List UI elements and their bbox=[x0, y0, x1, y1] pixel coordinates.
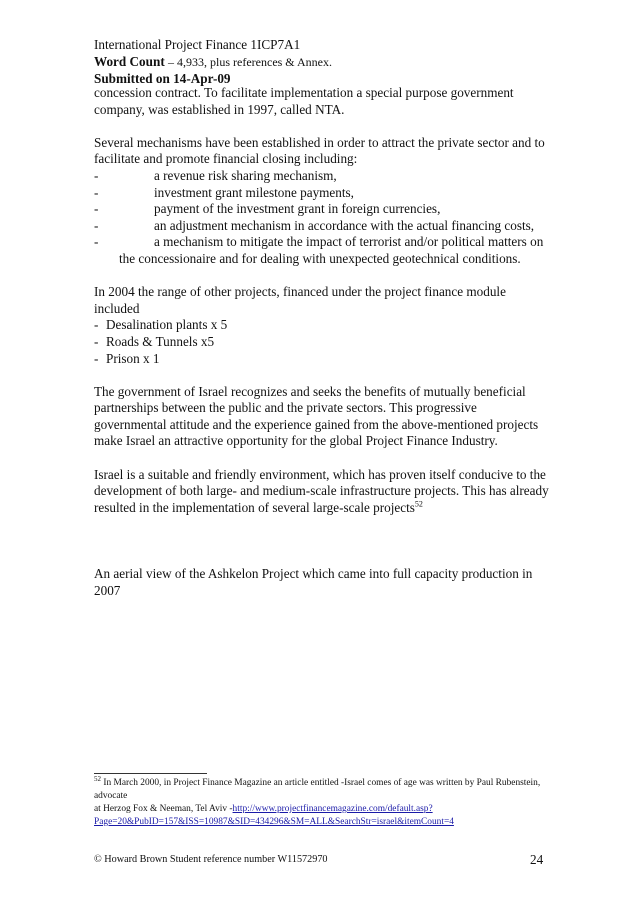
course-title: International Project Finance 1ICP7A1 bbox=[94, 37, 301, 52]
word-count-value: – 4,933, plus references & Annex. bbox=[168, 54, 332, 69]
paragraph-projects-intro: In 2004 the range of other projects, financed under the project finance module included bbox=[94, 284, 506, 316]
footnote: $^{52}$ In March 2000, in Project Finance Magazine an article entitled -Israel comes of age was written by Paul Rubenstein, advocate at Herzog Fox & Neeman, Tel Aviv -http://www.projectfinancemagazine.com/default.asp? Page=20&PubID=157&ISS=10987&SID=434296&SM=ALL&SearchStr=israel&itemCount=4 bbox=[94, 774, 541, 827]
projects-list bbox=[94, 317, 549, 367]
list-item: - payment of the investment grant in foreign currencies, bbox=[94, 201, 441, 217]
footnote-link-continued[interactable]: Page=20&PubID=157&ISS=10987&SID=434296&SM=ALL&SearchStr=israel&itemCount=4 bbox=[94, 817, 454, 827]
list-item: - Desalination plants x 5 bbox=[94, 317, 228, 333]
footnote-link[interactable]: http://www.projectfinancemagazine.com/default.asp? bbox=[232, 804, 433, 814]
paragraph-concession: concession contract. To facilitate implementation a special purpose government company, was established in 1997, called NTA. bbox=[94, 85, 514, 117]
footnote-separator bbox=[94, 773, 207, 774]
footer-copyright: © Howard Brown Student reference number W11572970 bbox=[94, 854, 328, 865]
document-body bbox=[94, 85, 549, 599]
list-item: - an adjustment mechanism in accordance with the actual financing costs, bbox=[94, 217, 535, 233]
paragraph-government: The government of Israel recognizes and seeks the benefits of mutually beneficial partnerships between the public and the private sectors. This progressive governmental attitude and the experience gained from the above-mentioned projects make Israel an attractive opportunity for the global Project Finance Industry. bbox=[94, 383, 539, 449]
page-header bbox=[94, 37, 554, 87]
list-item: - Roads & Tunnels x5 bbox=[94, 333, 215, 349]
mechanisms-list bbox=[94, 168, 549, 268]
paragraph-mechanisms-intro: Several mechanisms have been established in order to attract the private sector and to facilitate and promote financial closing including: bbox=[94, 134, 545, 167]
list-item: - Prison x 1 bbox=[94, 350, 160, 366]
word-count-label: Word Count bbox=[94, 53, 165, 69]
list-item: - a revenue risk sharing mechanism, bbox=[94, 167, 337, 183]
paragraph-environment: Israel is a suitable and friendly environment, which has proven itself conducive to the development of both large- and medium-scale infrastructure projects. This has already resulted in the implementation of several large-scale projects$^{52}$ bbox=[94, 466, 549, 515]
word-count bbox=[94, 54, 554, 71]
footnote-number: 52 bbox=[94, 774, 101, 783]
page-number: 24 bbox=[530, 852, 544, 867]
list-item-continuation: the concessionaire and for dealing with unexpected geotechnical conditions. bbox=[119, 250, 521, 266]
submitted-date: Submitted on 14-Apr-09 bbox=[94, 70, 231, 86]
paragraph-ashkelon-caption: An aerial view of the Ashkelon Project which came into full capacity production in 2007 bbox=[94, 566, 533, 598]
list-item: - a mechanism to mitigate the impact of terrorist and/or political matters on bbox=[94, 234, 544, 250]
list-item: - investment grant milestone payments, bbox=[94, 184, 354, 200]
footnote-reference[interactable]: 52 bbox=[414, 499, 423, 509]
